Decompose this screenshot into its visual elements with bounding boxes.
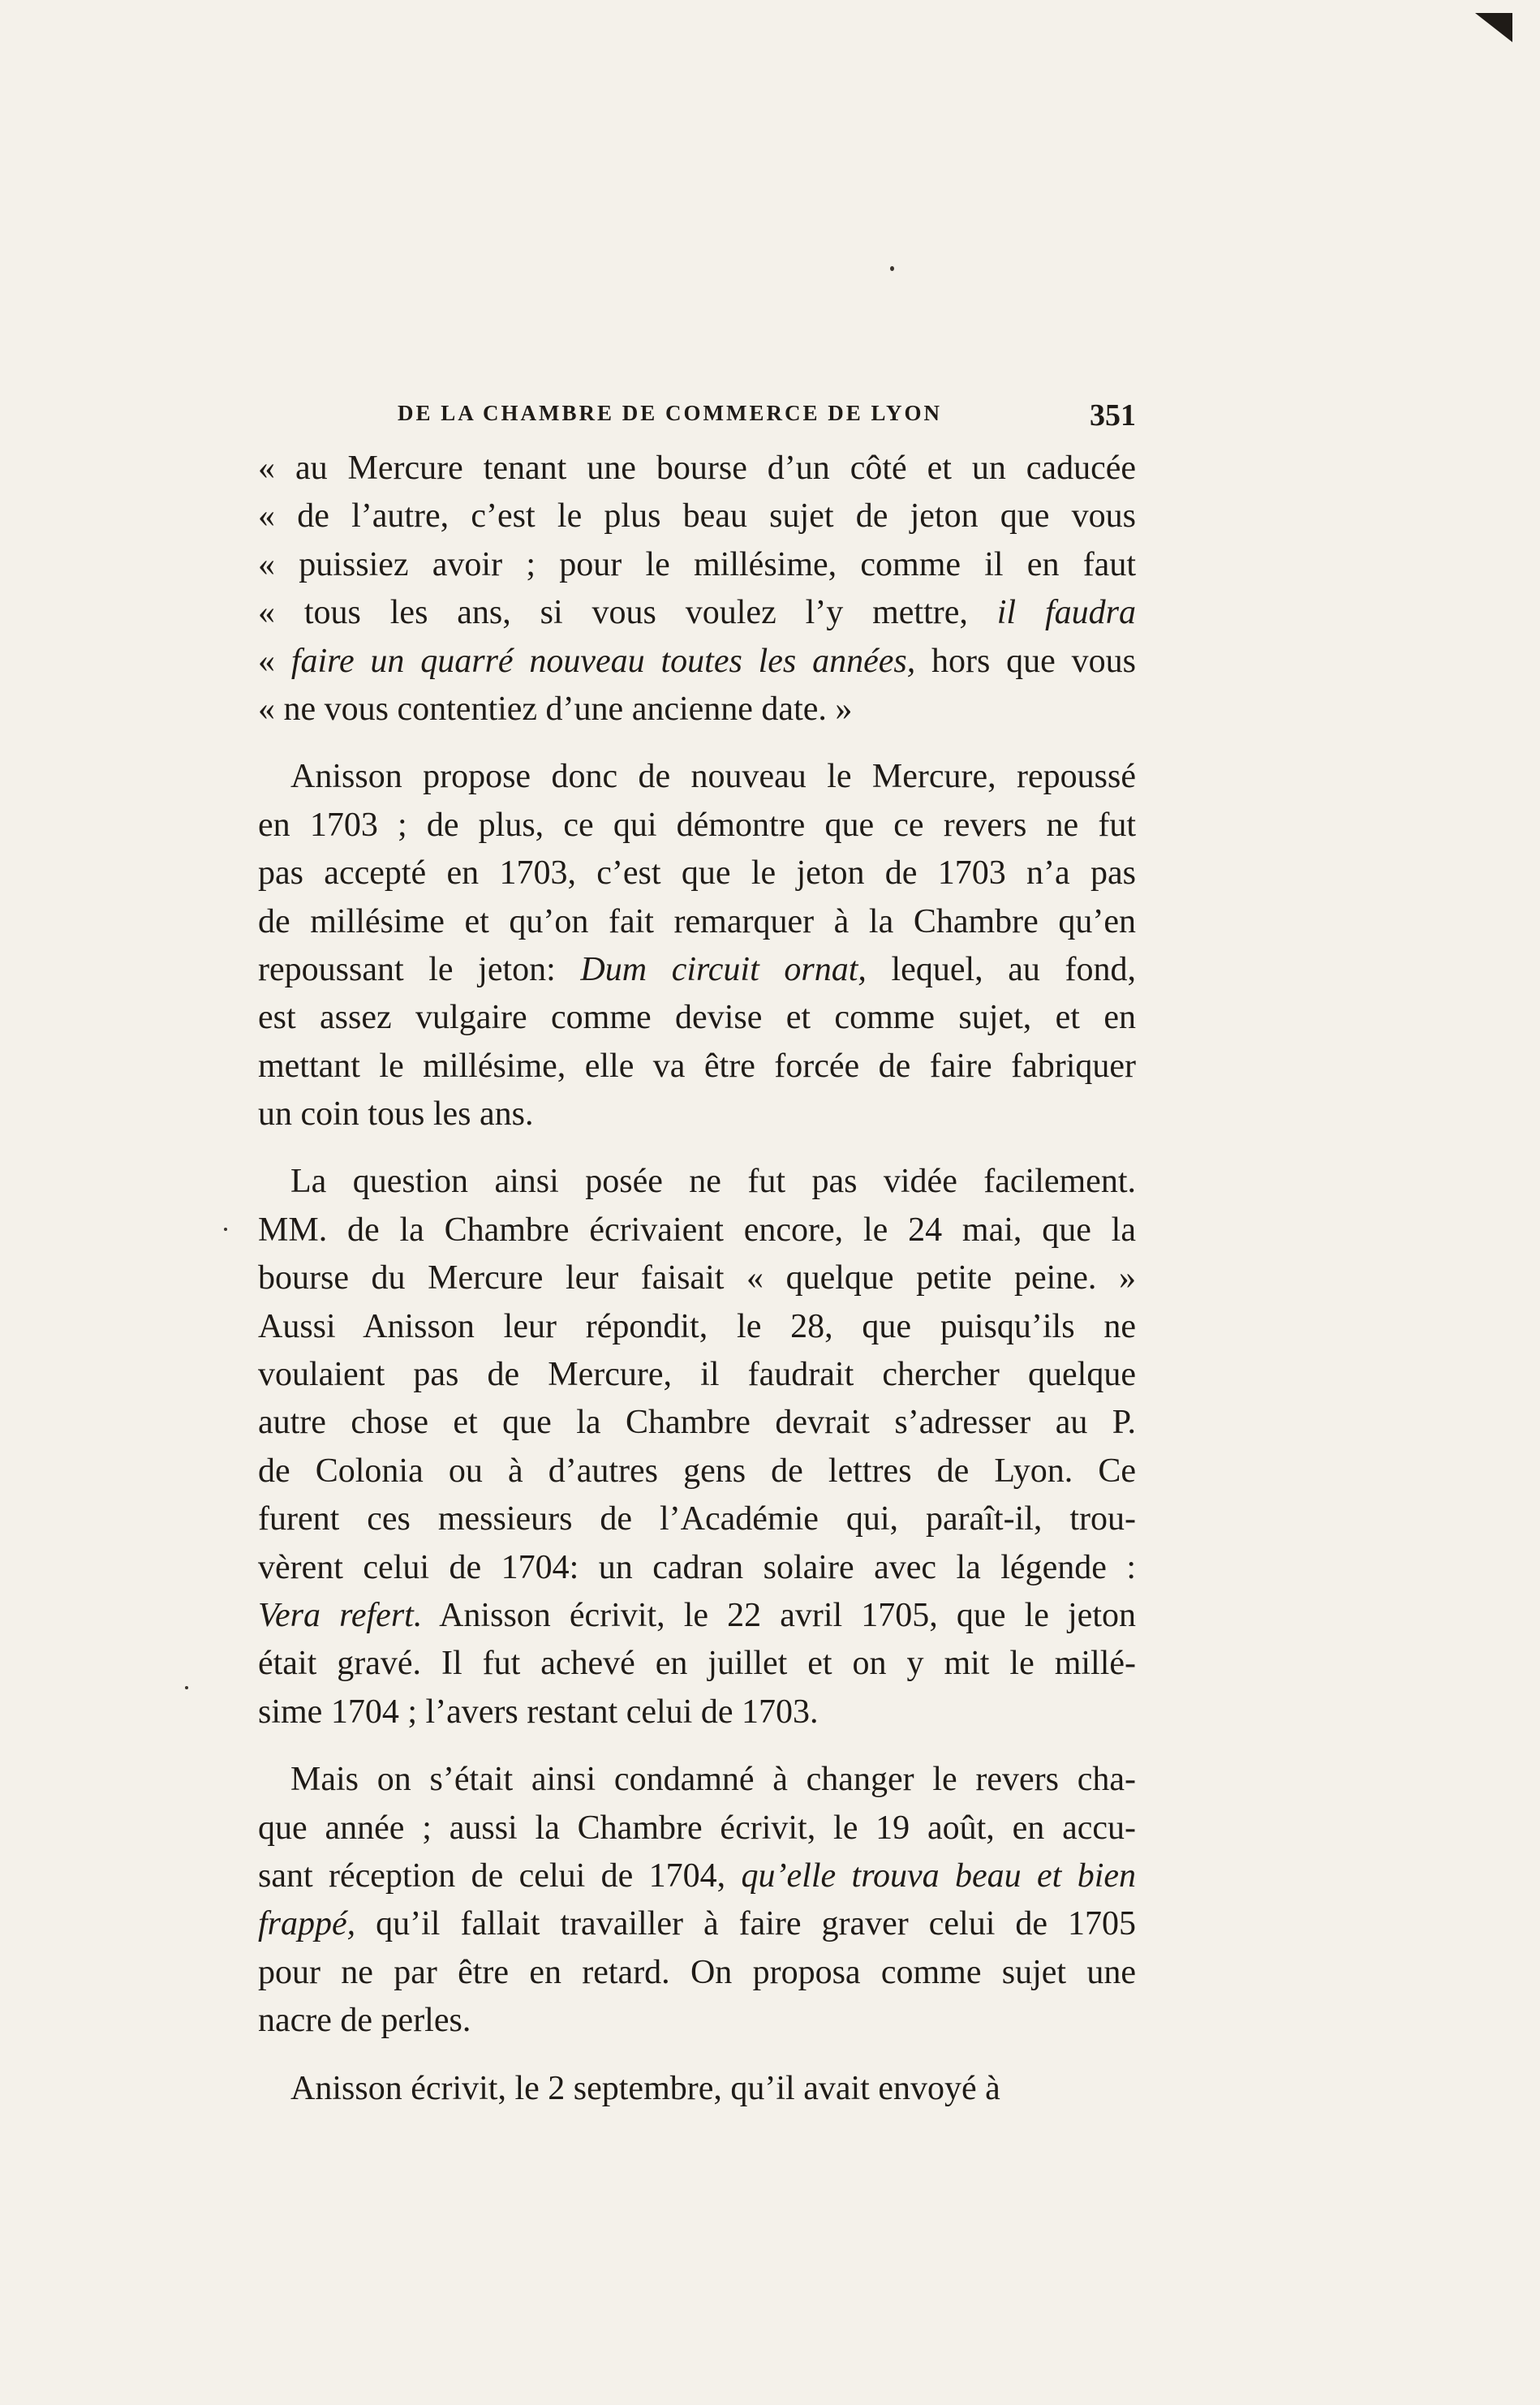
text-line	[258, 1852, 1136, 1900]
text-line	[258, 1495, 1136, 1543]
text-line	[258, 1254, 1136, 1302]
text-segment: pour ne par être en retard. On proposa comme sujet une	[258, 1953, 1136, 1991]
text-segment: hors que vous	[915, 642, 1136, 680]
text-segment: qu’il fallait travailler à faire graver celui de 1705	[355, 1905, 1136, 1943]
paragraph	[258, 1756, 1136, 2045]
text-segment: bourse du Mercure leur faisait « quelque petite peine. »	[258, 1259, 1136, 1297]
text-line	[258, 1158, 1136, 1206]
text-line	[258, 686, 1136, 734]
paragraph	[258, 1158, 1136, 1736]
page-number: 351	[1090, 398, 1136, 432]
paragraph-gap	[258, 1736, 1136, 1756]
text-line	[258, 1091, 1136, 1138]
running-title: DE LA CHAMBRE DE COMMERCE DE LYON	[398, 401, 943, 425]
text-segment: MM. de la Chambre écrivaient encore, le 24 mai, que la	[258, 1211, 1136, 1249]
text-line	[258, 753, 1136, 801]
text-segment: « au Mercure tenant une bourse d’un côté et un caducée	[258, 450, 1136, 487]
text-segment: nacre de perles.	[258, 2002, 471, 2040]
paragraph	[258, 2065, 1136, 2113]
text-line	[258, 541, 1136, 589]
text-segment: Mais on s’était ainsi condamné à changer le revers cha-	[290, 1761, 1136, 1799]
text-segment: autre chose et que la Chambre devrait s’adresser au P.	[258, 1404, 1136, 1442]
text-line	[258, 898, 1136, 946]
text-segment: furent ces messieurs de l’Académie qui, paraît-il, trou-	[258, 1500, 1136, 1538]
text-line	[258, 2065, 1136, 2113]
text-line	[258, 1805, 1136, 1852]
text-line	[258, 445, 1136, 493]
text-segment: « puissiez avoir ; pour le millésime, comme il en faut	[258, 545, 1136, 583]
text-line	[258, 1351, 1136, 1399]
running-header	[398, 398, 1136, 441]
paragraph	[258, 445, 1136, 734]
text-line	[258, 946, 1136, 994]
text-segment: Anisson écrivit, le 22 avril 1705, que le jeton	[422, 1596, 1136, 1634]
italic-segment: il faudra	[996, 594, 1136, 632]
text-segment: était gravé. Il fut achevé en juillet et on y mit le millé-	[258, 1645, 1136, 1683]
text-segment: repoussant le jeton:	[258, 950, 581, 988]
speck	[224, 1228, 227, 1231]
text-line	[258, 1043, 1136, 1091]
text-segment: sime 1704 ; l’avers restant celui de 1703.	[258, 1693, 819, 1731]
italic-segment: Dum circuit ornat,	[580, 950, 867, 988]
text-segment: «	[258, 642, 291, 680]
speck	[890, 266, 894, 271]
text-segment: « ne vous contentiez d’une ancienne date. »	[258, 690, 853, 728]
text-line	[258, 1303, 1136, 1351]
text-line	[258, 1689, 1136, 1736]
text-line	[258, 1997, 1136, 2045]
body-text	[258, 445, 1136, 2113]
text-segment: Anisson écrivit, le 2 septembre, qu’il avait envoyé à	[290, 2069, 1000, 2107]
text-segment: de millésime et qu’on fait remarquer à la Chambre qu’en	[258, 902, 1136, 940]
italic-segment: Vera refert.	[258, 1596, 423, 1634]
text-line	[258, 1949, 1136, 1997]
text-line	[258, 493, 1136, 540]
text-line	[258, 638, 1136, 686]
text-line	[258, 802, 1136, 850]
text-segment: Aussi Anisson leur répondit, le 28, que puisqu’ils ne	[258, 1307, 1136, 1345]
text-line	[258, 1544, 1136, 1592]
text-segment: voulaient pas de Mercure, il faudrait chercher quelque	[258, 1356, 1136, 1394]
text-segment: vèrent celui de 1704: un cadran solaire avec la légende :	[258, 1548, 1136, 1586]
text-line	[258, 1756, 1136, 1804]
text-segment: La question ainsi posée ne fut pas vidée facilement.	[290, 1163, 1136, 1201]
text-line	[258, 1640, 1136, 1688]
text-segment: de Colonia ou à d’autres gens de lettres de Lyon. Ce	[258, 1452, 1136, 1490]
italic-segment: frappé,	[258, 1905, 356, 1943]
text-line	[258, 850, 1136, 897]
text-segment: sant réception de celui de 1704,	[258, 1856, 742, 1895]
paragraph-gap	[258, 734, 1136, 753]
text-segment: lequel, au fond,	[866, 950, 1136, 988]
paragraph-gap	[258, 2046, 1136, 2065]
text-segment: en 1703 ; de plus, ce qui démontre que ce revers ne fut	[258, 806, 1136, 844]
text-line	[258, 1399, 1136, 1447]
paragraph-gap	[258, 1138, 1136, 1158]
text-segment: « tous les ans, si vous voulez l’y mettre,	[258, 594, 997, 632]
italic-segment: faire un quarré nouveau toutes les années,	[290, 642, 916, 680]
text-line	[258, 1207, 1136, 1254]
italic-segment: qu’elle trouva beau et bien	[741, 1856, 1136, 1895]
text-line	[258, 589, 1136, 637]
paragraph	[258, 753, 1136, 1138]
text-line	[258, 994, 1136, 1042]
text-line	[258, 1448, 1136, 1495]
text-segment: un coin tous les ans.	[258, 1095, 534, 1134]
text-line	[258, 1592, 1136, 1640]
speck	[185, 1686, 188, 1689]
text-segment: que année ; aussi la Chambre écrivit, le 19 août, en accu-	[258, 1809, 1136, 1847]
text-line	[258, 1900, 1136, 1948]
text-segment: est assez vulgaire comme devise et comme sujet, et en	[258, 999, 1136, 1037]
corner-mark	[1475, 13, 1512, 42]
text-segment: pas accepté en 1703, c’est que le jeton de 1703 n’a pas	[258, 854, 1136, 893]
text-segment: Anisson propose donc de nouveau le Mercure, repoussé	[290, 758, 1136, 796]
text-segment: mettant le millésime, elle va être forcée de faire fabriquer	[258, 1047, 1136, 1085]
text-segment: « de l’autre, c’est le plus beau sujet de jeton que vous	[258, 497, 1136, 536]
